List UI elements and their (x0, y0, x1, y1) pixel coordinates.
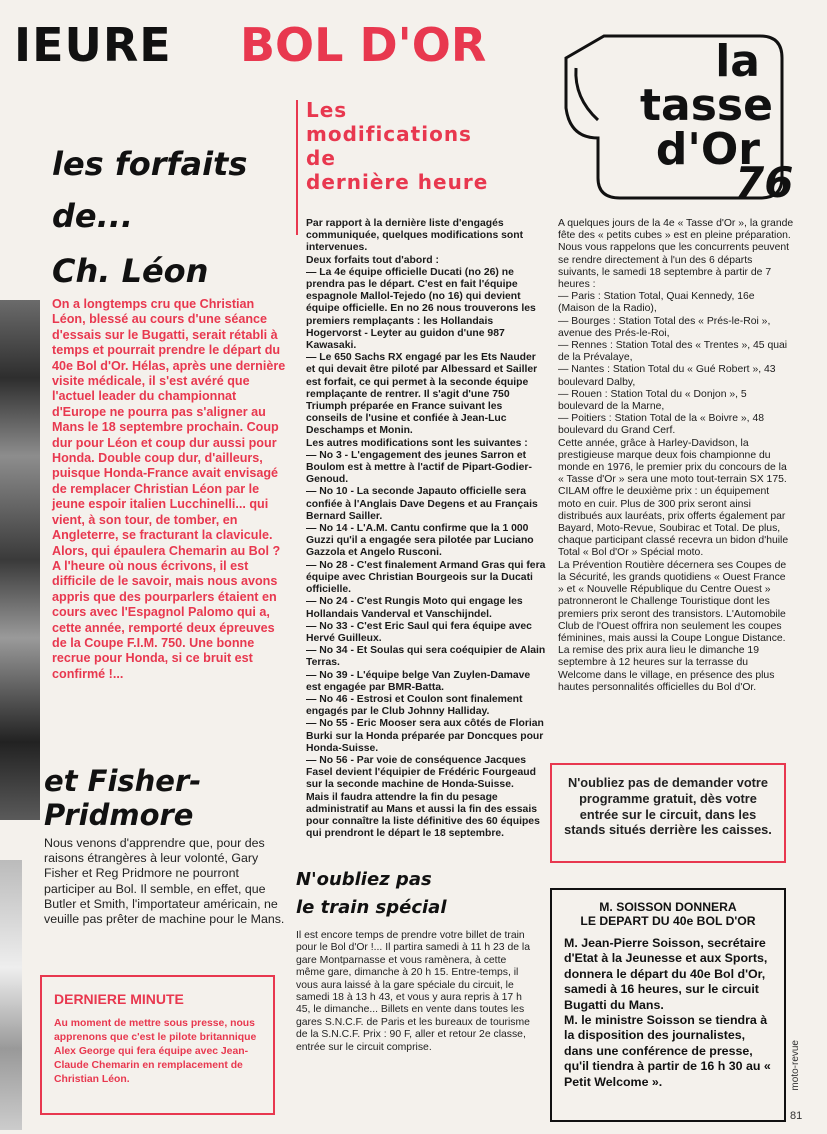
train-article: Il est encore temps de prendre votre billet de train pour le Bol d'Or !... Il partira samedi à 11 h 23 de la gare Montparnasse et vous ramènera, à cette même gare, dimanche à 20 h 15. Entre-temps, il vous aura laissé à la gare spéciale du circuit, le samedi 18 à 13 h 43, et vous y aura repris à 17 h 45, le dimanche... Billets en vente dans toutes les gares S.N.C.F. de Paris et les bureaux de tourisme de la S.N.C.F. Prix : 90 F, aller et retour 2e classe, entrée sur le circuit comprise. (296, 930, 530, 1053)
article-paragraph: La remise des prix aura lieu le dimanche 19 septembre à 12 heures sur la terrasse du Welcome dans le village, en présence des plus hautes personnalités officielles du Bol d'Or. (558, 645, 775, 693)
photo-left-edge (0, 300, 40, 820)
photo-left-edge-lower (0, 860, 22, 1130)
soisson-box (550, 888, 786, 1122)
article-paragraph: Par rapport à la dernière liste d'engagés communiquée, quelques modifications sont intervenues. (306, 218, 524, 254)
article-paragraph: — La 4e équipe officielle Ducati (no 26) ne prendra pas le départ. C'est en fait l'équipe espagnole Mallol-Tejedo (no 16) qui devient équipe officielle. En no 26 nous trouverons les premiers remplaçants : les Hollandais Hogervorst - Leyter au guidon d'une 987 Kawasaki. (306, 266, 536, 352)
tasse-logo-text (640, 36, 773, 175)
article-paragraph: — Rouen : Station Total du « Donjon », 5 boulevard de la Marne, (558, 388, 747, 413)
programme-box (550, 763, 786, 863)
forfaits-title-line: de... (52, 197, 134, 235)
tasse-article (558, 218, 794, 694)
article-paragraph: — Poitiers : Station Total de la « Boivre », 48 boulevard du Grand Cerf. (558, 413, 765, 437)
fisher-article: Nous venons d'apprendre que, pour des raisons étrangères à leur volonté, Gary Fisher et Reg Pridmore ne pourront participer au Bol. Il semble, en effet, que Butler et Smith, l'importateur américain, ne veuille pas prêter de machine pour le Mans. (44, 836, 285, 927)
modifications-article (306, 218, 546, 840)
article-paragraph: Cette année, grâce à Harley-Davidson, la prestigieuse marque deux fois championne du monde en 1976, le premier prix du concours de la « Tasse d'Or » sera une moto tout-terrain SX 175. CILAM offre le deuxième prix : un équipement moto en cuir. Plus de 300 prix seront ainsi distribués aux lauréats, prix offerts également par Bayard, Moto-Revue, Soubirac et Total. De plus, chaque participant classé recevra un bidon d'huile Total « Bol d'Or » Spécial moto. (558, 437, 789, 559)
article-paragraph: — Nantes : Station Total du « Gué Robert », 43 boulevard Dalby, (558, 364, 776, 388)
forfaits-title (52, 138, 247, 242)
fisher-title-line: et Fisher- (44, 764, 202, 798)
logo-line: tasse (640, 80, 773, 131)
article-paragraph: — No 39 - L'équipe belge Van Zuylen-Damave est engagée par BMR-Batta. (306, 669, 531, 693)
train-title-line: le train spécial (296, 897, 447, 918)
fisher-title-line: Pridmore (44, 798, 194, 832)
article-paragraph: — No 14 - L'A.M. Cantu confirme que la 1 000 Guzzi qu'il a engagée sera pilotée par Luciano Gazzola et Angelo Rusconi. (306, 523, 534, 559)
article-paragraph: Mais il faudra attendre la fin du pesage administratif au Mans et aussi la fin des essais pour connaître la liste définitive des 60 équipes qui prendront le départ le 18 septembre. (306, 791, 540, 840)
magazine-name: moto-revue (790, 1040, 801, 1091)
soisson-paragraph: M. Jean-Pierre Soisson, secrétaire d'Etat à la Jeunesse et aux Sports, donnera le départ du 40e Bol d'Or, samedi à 16 heures, sur le circuit Bugatti du Mans. (564, 936, 768, 1012)
article-paragraph: — Bourges : Station Total des « Prés-le-Roi », avenue des Prés-le-Roi, (558, 315, 771, 339)
forfaits-title-line: les forfaits (52, 145, 248, 183)
article-paragraph: — No 34 - Et Soulas qui sera coéquipier de Alain Terras. (306, 645, 546, 669)
train-title-line: N'oubliez pas (296, 869, 432, 890)
derniere-minute-title: DERNIERE MINUTE (54, 991, 184, 1007)
train-title (296, 866, 447, 922)
modifications-title-line: de (306, 146, 336, 170)
soisson-title (564, 900, 772, 928)
article-paragraph: La Prévention Routière décernera ses Coupes de la Sécurité, les grands quotidiens « Ouest France » et « Nouvelle République du Centre Ouest » patronneront le Challenge Touristique dont les premiers prix seront des transistors. L'Automobile Club de l'Ouest offrira non seulement les coupes féminines, mais aussi la Coupe Longue Distance. (558, 559, 787, 644)
tasse-logo-year: 76 (735, 158, 794, 207)
article-paragraph: — No 3 - L'engagement des jeunes Sarron et Boulom est à mettre à l'actif de Pipart-Godier-Genoud. (306, 449, 532, 486)
section-rule (296, 100, 298, 235)
article-paragraph: — No 56 - Par voie de conséquence Jacques Fasel devient l'équipier de Frédéric Fourgeaud sur la seconde machine de Honda-Suisse. (306, 754, 536, 791)
logo-line: d'Or (655, 124, 760, 175)
forfaits-subtitle: Ch. Léon (52, 252, 209, 290)
article-paragraph: Les autres modifications sont les suivantes : (306, 437, 528, 449)
forfaits-article: On a longtemps cru que Christian Léon, blessé au cours d'une séance d'essais sur le Bugatti, serait rétabli à temps et pourrait prendre le départ du 40e Bol d'Or. Hélas, après une dernière visite médicale, il s'est avéré que l'actuel leader du championnat d'Europe ne pourra pas s'aligner au Mans le 18 septembre prochain. Coup dur pour Léon et coup dur aussi pour Honda. Double coup dur, d'ailleurs, puisque Honda-France avait envisagé de remplacer Christian Léon par le jeune espoir italien Lucchinelli... qui vient, à son tour, de tomber, en Angleterre, se fracturant la clavicule. Alors, qui épaulera Chemarin au Bol ? A l'heure où nous écrivons, il est difficile de le savoir, mais nous avons appris que des pourparlers étaient en cours avec l'Espagnol Palomo qui a, cette année, remporté deux épreuves de la Coupe F.I.M. 750. Une bonne recrue pour Honda, si ce bruit est confirmé !... (52, 297, 286, 681)
page-number: 81 (790, 1110, 803, 1122)
modifications-title-line: dernière heure (306, 170, 489, 194)
article-paragraph: — No 10 - La seconde Japauto officielle sera confiée à l'Anglais Dave Degens et au Français Bernard Sailler. (306, 486, 538, 522)
article-paragraph: A quelques jours de la 4e « Tasse d'Or », la grande fête des « petits cubes » est en pleine préparation. Nous vous rappelons que les concurrents peuvent se rendre directement à l'un des 6 départs suivants, le samedi 18 septembre à partir de 7 heures : (558, 218, 794, 291)
soisson-title-line: LE DEPART DU 40e BOL D'OR (580, 914, 756, 928)
article-paragraph: — Paris : Station Total, Quai Kennedy, 16e (Maison de la Radio), (558, 291, 755, 315)
article-paragraph: — No 33 - C'est Eric Saul qui fera équipe avec Hervé Guilleux. (306, 620, 532, 644)
logo-line: la (715, 36, 760, 87)
article-paragraph: Deux forfaits tout d'abord : (306, 254, 439, 266)
article-paragraph: — No 28 - C'est finalement Armand Gras qui fera équipe avec Christian Bourgeois sur la Ducati officielle. (306, 559, 546, 596)
soisson-paragraph: M. le ministre Soisson se tiendra à la disposition des journalistes, dans une conférence de presse, qu'il tiendra à partir de 16 h 30 au « Petit Welcome ». (564, 1013, 771, 1089)
derniere-minute-box (40, 975, 275, 1115)
header-left-word: IEURE (14, 18, 172, 72)
article-paragraph: — No 24 - C'est Rungis Moto qui engage les Hollandais Vanderval et Vanschijndel. (306, 596, 523, 620)
programme-text: N'oubliez pas de demander votre programme gratuit, dès votre entrée sur le circuit, dans les stands situés derrière les caisses. (564, 775, 772, 838)
soisson-title-line: M. SOISSON DONNERA (599, 900, 737, 914)
article-paragraph: — No 55 - Eric Mooser sera aux côtés de Florian Burki sur la Honda préparée par Doncques pour Honda-Suisse. (306, 718, 544, 754)
modifications-title-line: Les (306, 98, 348, 122)
modifications-title (306, 98, 488, 194)
derniere-minute-text: Au moment de mettre sous presse, nous apprenons que c'est le pilote britannique Alex George qui fera équipe avec Jean-Claude Chemarin en remplacement de Christian Léon. (54, 1018, 257, 1085)
article-paragraph: — Rennes : Station Total des « Trentes », 45 quai de la Prévalaye, (558, 340, 788, 364)
header-title: BOL D'OR (240, 18, 487, 72)
modifications-title-line: modifications (306, 122, 472, 146)
article-paragraph: — No 46 - Estrosi et Coulon sont finalement engagés par le Club Johnny Halliday. (306, 693, 523, 718)
article-paragraph: — Le 650 Sachs RX engagé par les Ets Nauder et qui devait être piloté par Albessard et Sailler est forfait, ce qui permet à la seconde équipe remplaçante de rentrer. Il s'agit d'une 750 Triumph préparée en France suivant les conseils de l'usine et confiée à Jean-Luc Deschamps et Monin. (306, 352, 538, 437)
fisher-title (44, 764, 201, 832)
